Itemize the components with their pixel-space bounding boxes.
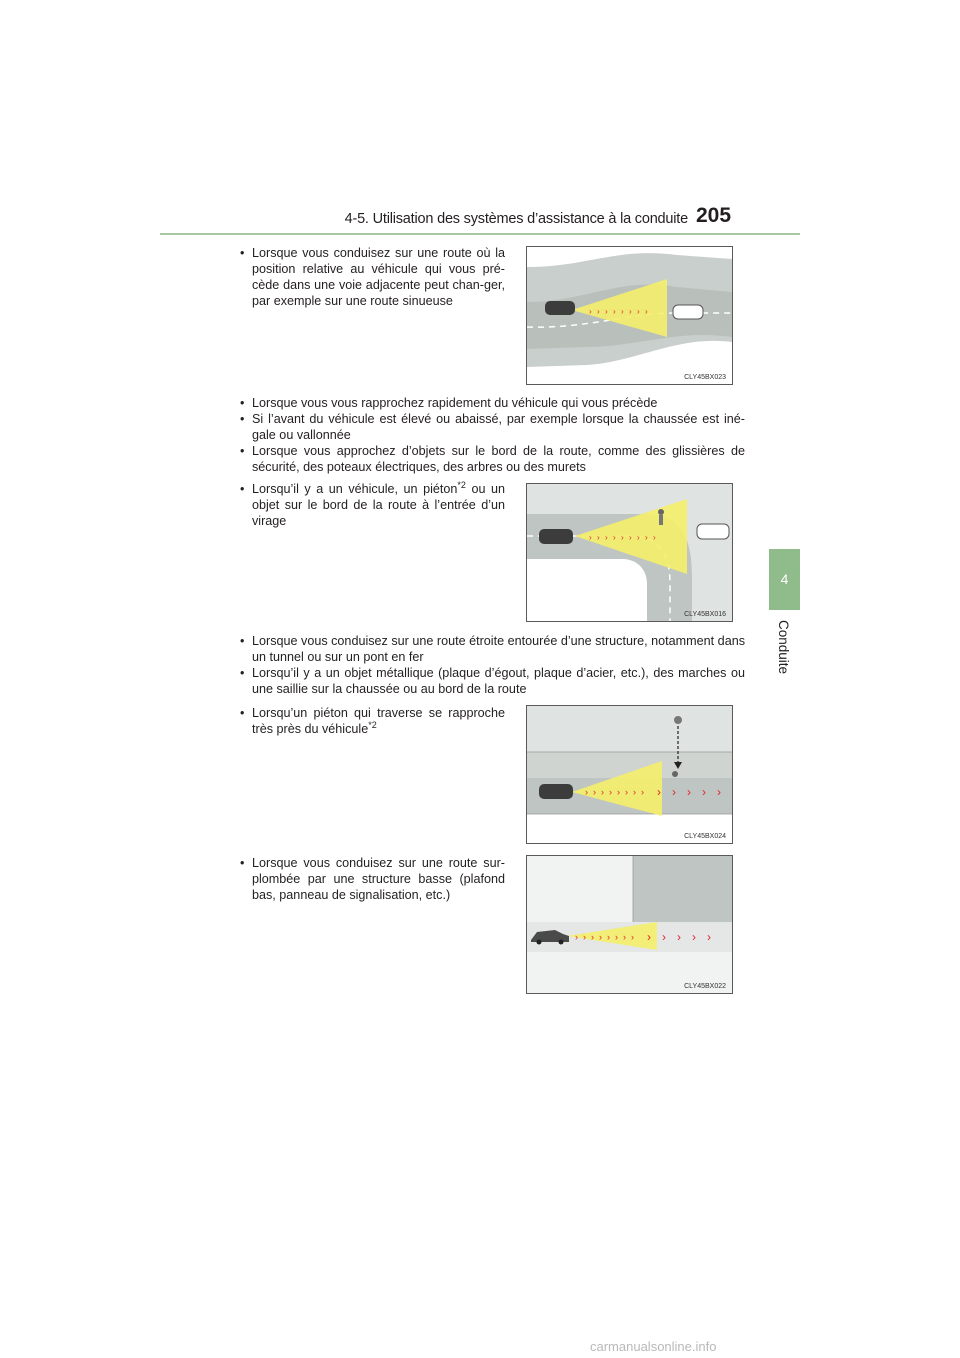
figure-code: CLY45BX023 [684,374,726,381]
figure-curve-entry [526,483,733,622]
bullet-text: • Lorsque vous conduisez sur une route étroite entourée d’une structure, notamment dans un tunnel ou sur un pont en fer [239,633,745,665]
bullet-group-1 [239,395,745,475]
svg-text:›: › [672,785,676,799]
svg-text:›: › [585,787,588,797]
bullet-text-part: Lorsqu’un piéton qui traverse se rapproche très près du véhicule [252,706,505,736]
svg-text:›: › [605,307,608,316]
svg-text:›: › [641,787,644,797]
bullet-text [239,705,505,737]
svg-text:›: › [597,533,600,542]
svg-text:›: › [657,785,661,799]
figure-code: CLY45BX024 [684,833,726,840]
svg-text:›: › [621,533,624,542]
svg-text:›: › [687,785,691,799]
svg-text:›: › [645,307,648,316]
svg-text:›: › [623,932,626,942]
svg-text:›: › [633,787,636,797]
svg-text:›: › [599,932,602,942]
bullet-pedestrian [239,705,505,737]
watermark: carmanualsonline.info [590,1339,717,1354]
svg-text:›: › [583,932,586,942]
svg-text:›: › [629,307,632,316]
svg-text:›: › [647,930,651,944]
bullet-text: • Si l’avant du véhicule est élevé ou abaissé, par exemple lorsque la chaussée est iné-gale ou vallonnée [239,411,745,443]
svg-text:›: › [575,932,578,942]
svg-text:›: › [677,930,681,944]
bullet-text: • Lorsqu’il y a un objet métallique (plaque d’égout, plaque d’acier, etc.), des marches ou une saillie sur la chaussée ou au bord de la route [239,665,745,697]
figure-code: CLY45BX016 [684,611,726,618]
bullet-winding-road [239,245,505,309]
svg-text:›: › [662,930,666,944]
svg-text:›: › [605,533,608,542]
svg-text:›: › [645,533,648,542]
svg-text:›: › [692,930,696,944]
bullet-text-part: ou un objet sur le bord de la route à l’entrée d’un virage [252,482,505,528]
chapter-tab: 4 [769,549,800,610]
svg-text:›: › [637,533,640,542]
bullet-text: • Lorsque vous vous rapprochez rapidement du véhicule qui vous précède [239,395,745,411]
svg-text:›: › [593,787,596,797]
figure-pedestrian [526,705,733,844]
figure-code: CLY45BX022 [684,983,726,990]
svg-text:›: › [597,307,600,316]
svg-text:›: › [621,307,624,316]
svg-text:›: › [613,533,616,542]
svg-text:›: › [617,787,620,797]
bullet-text [239,481,505,529]
svg-text:›: › [589,307,592,316]
svg-text:›: › [631,932,634,942]
svg-text:›: › [707,930,711,944]
svg-text:›: › [613,307,616,316]
footnote-ref: *2 [457,480,466,490]
figure-winding-road [526,246,733,385]
chapter-label: Conduite [776,620,791,675]
bullet-text: • Lorsque vous approchez d’objets sur le bord de la route, comme des glissières de sécurité, des poteaux électriques, des arbres ou des murets [239,443,745,475]
svg-text:›: › [607,932,610,942]
svg-text:›: › [702,785,706,799]
svg-text:›: › [609,787,612,797]
svg-text:›: › [615,932,618,942]
header-divider [160,233,800,235]
svg-text:›: › [625,787,628,797]
svg-text:›: › [589,533,592,542]
bullet-group-2 [239,633,745,697]
bullet-curve-entry [239,481,505,529]
section-title: 4-5. Utilisation des systèmes d’assistance à la conduite [344,211,688,227]
bullet-text: • Lorsque vous conduisez sur une route où la position relative au véhicule qui vous pré-cède dans une voie adjacente peut chan-ger, par exemple sur une route sinueuse [239,245,505,309]
svg-text:›: › [601,787,604,797]
svg-text:›: › [591,932,594,942]
bullet-low-structure [239,855,505,903]
svg-text:›: › [629,533,632,542]
svg-text:›: › [717,785,721,799]
bullet-text-part: Lorsqu’il y a un véhicule, un piéton [252,482,458,496]
bullet-text: • Lorsque vous conduisez sur une route sur-plombée par une structure basse (plafond bas, panneau de signalisation, etc.) [239,855,505,903]
svg-text:›: › [653,533,656,542]
svg-text:›: › [637,307,640,316]
page-number: 205 [696,204,732,227]
footnote-ref: *2 [368,720,377,730]
figure-low-structure [526,855,733,994]
